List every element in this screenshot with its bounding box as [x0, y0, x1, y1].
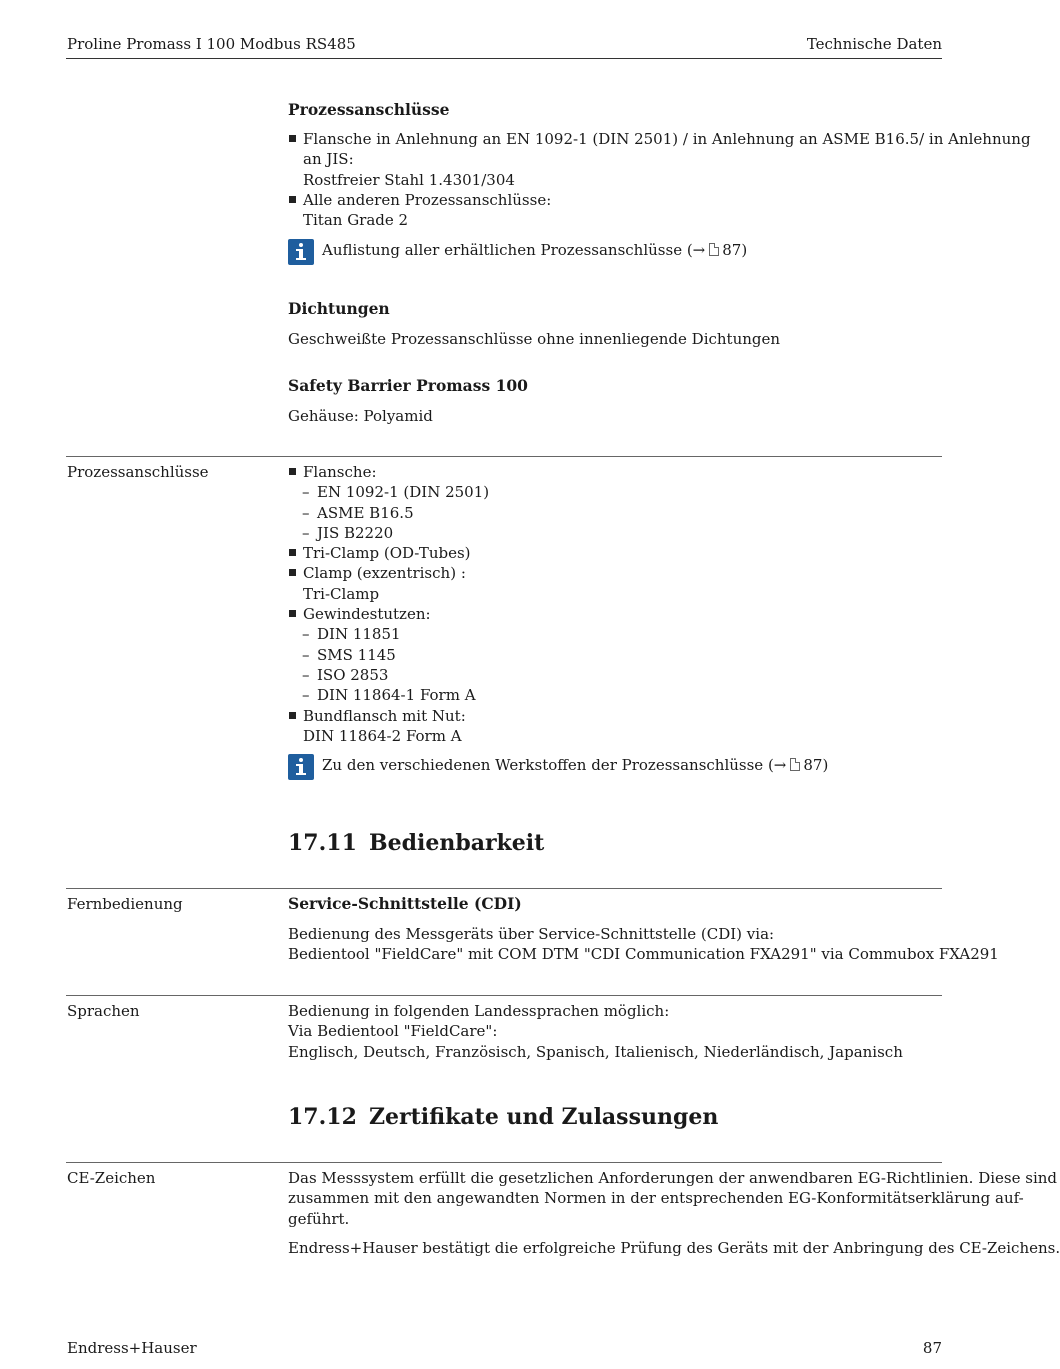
page-reference-icon — [709, 243, 719, 256]
row-label-sprachen: Sprachen — [67, 1002, 140, 1020]
sprachen-text: Via Bedientool "FieldCare": — [288, 1022, 498, 1041]
sub-list-item: – DIN 11851 — [302, 625, 401, 644]
page-reference-icon — [790, 758, 800, 771]
row-label-fernbedienung: Fernbedienung — [67, 895, 183, 913]
info-note: Zu den verschiedenen Werkstoffen der Prozessanschlüsse (→ 87) — [288, 755, 942, 775]
footer-company: Endress+Hauser — [67, 1339, 197, 1357]
list-item: Bundflansch mit Nut: — [288, 706, 942, 726]
fernbedienung-text: Bedientool "FieldCare" mit COM DTM "CDI Communication FXA291" via Commubox FXA291 — [288, 945, 999, 964]
section-number: 17.11 — [288, 830, 357, 856]
page-reference-link[interactable]: 87) — [722, 241, 748, 260]
ce-text: Das Messsystem erfüllt die gesetzlichen Anforderungen der anwendbaren EG-Richtlinien. Diese sind — [288, 1169, 1058, 1187]
sub-list-item: – JIS B2220 — [302, 523, 394, 542]
list-item-continuation: DIN 11864-2 Form A — [303, 726, 462, 745]
fernbedienung-text: Bedienung des Messgeräts über Service-Schnittstelle (CDI) via: — [288, 925, 775, 943]
sub-list-item: – EN 1092-1 (DIN 2501) — [302, 483, 490, 502]
sub-list-item: – DIN 11864-1 Form A — [302, 686, 476, 705]
list-item: Alle anderen Prozessanschlüsse: Titan Grade 2 — [288, 190, 942, 231]
section-rule — [66, 888, 942, 889]
prozessanschluesse-list — [288, 462, 942, 775]
list-item: Gewindestutzen: — [288, 604, 942, 624]
sub-list-item: – SMS 1145 — [302, 645, 396, 664]
info-icon — [288, 754, 314, 780]
safety-barrier-block — [288, 376, 942, 426]
section-rule — [66, 1162, 942, 1163]
info-note: Auflistung aller erhältlichen Prozessanschlüsse (→ 87) — [288, 240, 942, 260]
footer-page-number: 87 — [922, 1339, 942, 1357]
list-item: Flansche: — [288, 462, 942, 482]
page-reference-link[interactable]: 87) — [803, 756, 829, 775]
header-document-title: Proline Promass I 100 Modbus RS485 — [67, 35, 356, 53]
dichtungen-text: Geschweißte Prozessanschlüsse ohne innenliegende Dichtungen — [288, 330, 781, 348]
section-title: Zertifikate und Zulassungen — [369, 1104, 719, 1130]
sprachen-text: Englisch, Deutsch, Französisch, Spanisch, Italienisch, Niederländisch, Japanisch — [288, 1042, 903, 1061]
sprachen-text: Bedienung in folgenden Landessprachen möglich: — [288, 1002, 670, 1020]
section-heading-1711 — [288, 829, 942, 857]
list-item-continuation: Tri-Clamp — [303, 584, 380, 603]
werkstoffe-block — [288, 100, 1031, 261]
fernbedienung-content — [288, 894, 999, 965]
dichtungen-block — [288, 299, 942, 349]
sub-list-item: – ASME B16.5 — [302, 503, 414, 522]
header-rule — [66, 58, 942, 59]
row-label-prozessanschluesse: Prozessanschlüsse — [67, 463, 209, 481]
list-item: Tri-Clamp (OD-Tubes) — [288, 543, 942, 563]
row-label-ce-zeichen: CE-Zeichen — [67, 1169, 156, 1187]
list-item: Clamp (exzentrisch) : — [288, 563, 942, 583]
section-title: Bedienbarkeit — [369, 830, 545, 856]
ce-text: Endress+Hauser bestätigt die erfolgreiche Prüfung des Geräts mit der Anbringung des CE-Zeichens. — [288, 1238, 1060, 1257]
prozess-subtitle: Prozessanschlüsse — [288, 100, 450, 119]
section-rule — [66, 995, 942, 996]
section-number: 17.12 — [288, 1104, 357, 1130]
ce-content — [288, 1168, 1060, 1258]
sprachen-content — [288, 1001, 942, 1062]
fernbedienung-subtitle: Service-Schnittstelle (CDI) — [288, 894, 522, 913]
dichtungen-subtitle: Dichtungen — [288, 299, 390, 318]
safety-barrier-subtitle: Safety Barrier Promass 100 — [288, 376, 528, 395]
safety-barrier-text: Gehäuse: Polyamid — [288, 407, 433, 425]
list-item: Flansche in Anlehnung an EN 1092-1 (DIN 2501) / in Anlehnung an ASME B16.5/ in Anlehnung an JIS: Rostfreier Stahl 1.4301/304 — [288, 129, 942, 190]
header-section-title: Technische Daten — [806, 35, 942, 53]
ce-text: geführt. — [288, 1209, 350, 1228]
section-rule — [66, 456, 942, 457]
sub-list-item: – ISO 2853 — [302, 665, 389, 684]
ce-text: zusammen mit den angewandten Normen in der entsprechenden EG-Konformitätserklärung auf- — [288, 1189, 1024, 1208]
section-heading-1712 — [288, 1103, 942, 1131]
info-icon — [288, 239, 314, 265]
